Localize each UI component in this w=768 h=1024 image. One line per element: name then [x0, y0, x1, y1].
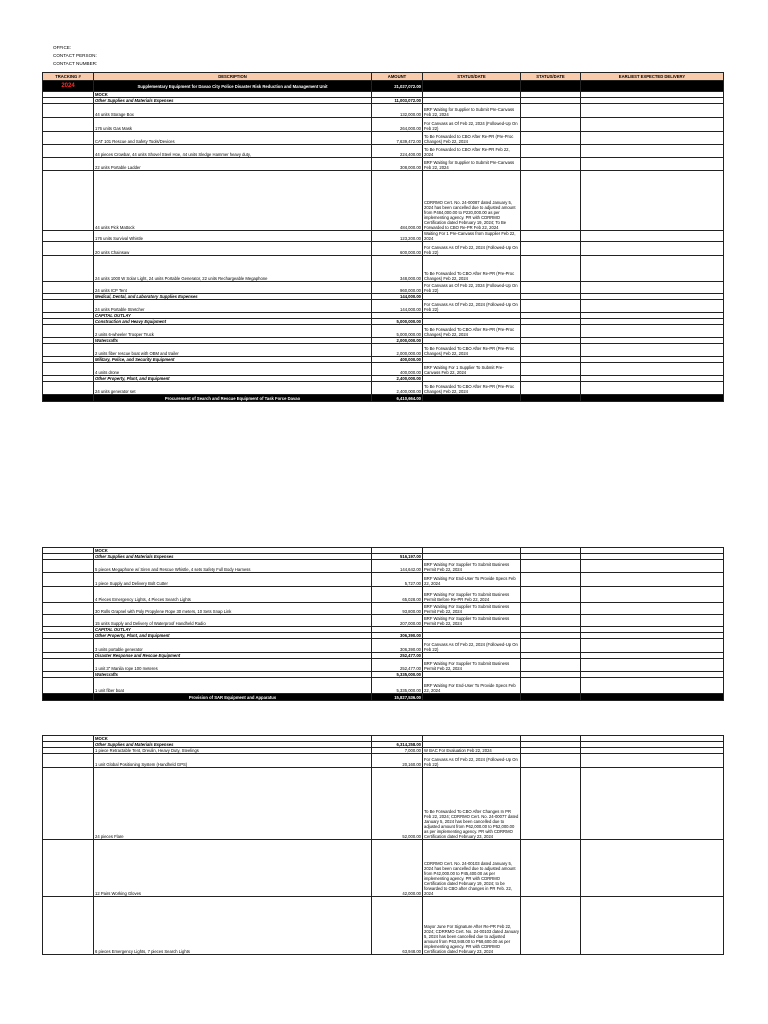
description-cell: 44 units Pick Mattock: [94, 171, 372, 231]
tracking-cell: [43, 587, 94, 603]
table-row: [43, 231, 724, 242]
tracking-cell: [43, 768, 94, 840]
earliest-delivery-cell: [581, 344, 724, 357]
description-cell: 176 units Gas Mask: [94, 118, 372, 132]
tracking-cell: [43, 560, 94, 573]
amount-cell: 132,000.00: [372, 104, 423, 118]
description-cell: Other Supplies and Materials Expenses: [94, 554, 372, 560]
status-cell: Mayor June For Signature After Re-PR Feb 22, 2024; CDRRMO Cert. No. 24-00103 dated January 5, 2024 has been cancelled due to adjusted amount from P63,948.00 to P58,600.00 as per implementing agency. PR with CDRRMO Certification dated February 23, 2024: [423, 897, 521, 955]
amount-cell: 65,028.00: [372, 587, 423, 603]
description-cell: 44 units Storage Box: [94, 104, 372, 118]
status-cell: To Be Forwarded To CBO After Changes In PR Feb 22, 2024; CDRRMO Cert. No. 24-00077 dated January 5, 2024 has been cancelled due to adjusted amount from P62,000.00 to P52,000.00 as per implementing agency. PR with CDRRMO Certification dated February 23, 2024: [423, 768, 521, 840]
status-cell: To Be Forwarded To CBO After Re-PR (Pre-Proc Changes) Feb 22, 2024: [423, 256, 521, 282]
description-cell: 3 units portable generator: [94, 639, 372, 653]
status-cell-2: [521, 256, 581, 282]
table-row: [43, 573, 724, 587]
earliest-delivery-cell: [581, 754, 724, 768]
amount-cell: 252,477.00: [372, 653, 423, 659]
tracking-cell: [43, 158, 94, 171]
amount-cell: 308,000.00: [372, 158, 423, 171]
tracking-cell: [43, 603, 94, 615]
table-row: [43, 615, 724, 627]
table-row: [43, 639, 724, 653]
status-cell-2: [521, 573, 581, 587]
status-cell: BRF Waiting For End-User To Provide Specs Feb 22, 2024: [423, 678, 521, 694]
amount-cell: 207,000.00: [372, 615, 423, 627]
tracking-cell: [43, 145, 94, 158]
earliest-delivery-cell: [581, 587, 724, 603]
table-row: [43, 118, 724, 132]
description-cell: Construction and Heavy Equipment: [94, 319, 372, 325]
status-cell-2: [521, 171, 581, 231]
description-cell: 24 units 1000 W Solar Light, 24 units Portable Generator, 22 units Rechargeable Megaphone: [94, 256, 372, 282]
description-cell: 12 Pairs Working Gloves: [94, 840, 372, 897]
status-cell-2: [521, 363, 581, 376]
table-row: [43, 171, 724, 231]
amount-cell: 348,000.00: [372, 256, 423, 282]
status-cell-2: [521, 300, 581, 313]
project-title-row: [43, 81, 724, 92]
amount-cell: 400,000.00: [372, 363, 423, 376]
tracking-cell: [43, 242, 94, 256]
status-cell-2: [521, 678, 581, 694]
description-cell: CAT 101 Rescue and Safety Tools/Devices: [94, 132, 372, 145]
status-cell-2: [521, 104, 581, 118]
earliest-delivery-cell: [581, 242, 724, 256]
description-cell: Disaster Response and Rescue Equipment: [94, 653, 372, 659]
description-cell: Medical, Dental, and Laboratory Supplies Expenses: [94, 294, 372, 300]
tracking-cell: [43, 300, 94, 313]
earliest-delivery-cell: [581, 256, 724, 282]
footer-title: Procurement of Search and Rescue Equipment of Task Force Davao: [94, 395, 372, 402]
earliest-delivery-cell: [581, 382, 724, 395]
tracking-cell: [43, 754, 94, 768]
column-header-row: [43, 73, 724, 81]
footer-amount: 6,410,664.00: [372, 395, 423, 402]
table-row: [43, 282, 724, 294]
earliest-delivery-cell: [581, 573, 724, 587]
footer-band-row: [43, 395, 724, 402]
table-row: [43, 242, 724, 256]
description-cell: 24 units generator set: [94, 382, 372, 395]
tracking-cell: [43, 132, 94, 145]
status-cell: To Be Forwarded To CBO After Re-PR (Pre-Proc Changes) Feb 22, 2024: [423, 325, 521, 338]
description-cell: CAPITAL OUTLAY: [94, 313, 372, 319]
earliest-delivery-cell: [581, 118, 724, 132]
table-row: [43, 659, 724, 672]
earliest-delivery-cell: [581, 158, 724, 171]
amount-cell: 93,800.00: [372, 603, 423, 615]
project-total: 21,027,072.00: [372, 81, 423, 92]
status-cell: BRF Waiting For Supplier To Submit Business Permit Feb 22, 2024: [423, 603, 521, 615]
table-row: [43, 344, 724, 357]
contact-number-label: CONTACT NUMBER:: [53, 61, 98, 66]
description-cell: 5 pieces Megaphone w/ Siren and Rescue Whistle, 4 sets Safety Full Body Harness: [94, 560, 372, 573]
status-cell-2: [521, 659, 581, 672]
description-cell: 24 units ICP Tent: [94, 282, 372, 294]
table-row: [43, 603, 724, 615]
status-cell: To Be Forwarded To CBO After Re-PR (Pre-Proc Changes) Feb 22, 2024: [423, 344, 521, 357]
tracking-cell: [43, 897, 94, 955]
description-cell: Other Supplies and Materials Expenses: [94, 98, 372, 104]
status-cell-2: [521, 282, 581, 294]
amount-cell: 7,000.00: [372, 748, 423, 754]
status-cell-2: [521, 768, 581, 840]
amount-cell: 5,335,000.00: [372, 672, 423, 678]
description-cell: CAPITAL OUTLAY: [94, 627, 372, 633]
amount-cell: 144,000.00: [372, 300, 423, 313]
tracking-cell: [43, 678, 94, 694]
status-cell-2: [521, 897, 581, 955]
description-cell: 4 Pieces Emergency Lights, 4 Pieces Search Lights: [94, 587, 372, 603]
description-cell: 24 pieces Flare: [94, 768, 372, 840]
status-cell: For Canvass As Of Feb 22, 2024 (Followed-Up On Feb 22): [423, 639, 521, 653]
description-cell: 4 units drone: [94, 363, 372, 376]
description-cell: MOCK: [94, 548, 372, 554]
table-row: [43, 325, 724, 338]
amount-cell: 20,160.00: [372, 754, 423, 768]
status-cell-2: [521, 603, 581, 615]
tracking-cell: [43, 639, 94, 653]
table-row: [43, 768, 724, 840]
earliest-delivery-cell: [581, 300, 724, 313]
description-cell: MOCK: [94, 92, 372, 98]
table-row: [43, 132, 724, 145]
tracking-cell: [43, 363, 94, 376]
amount-cell: 6,314,258.00: [372, 742, 423, 748]
status-cell: CDRRMO Cert. No. 24-00087 dated January 5, 2024 has been cancelled due to adjusted amount from P484,000.00 to P220,000.00 as per implementing agency. PR with CDRRMO Certification dated February 19, 2024; To Be Forwarded to CBO Re-PR Feb 22, 2024: [423, 171, 521, 231]
tracking-cell: [43, 840, 94, 897]
status-cell-2: [521, 325, 581, 338]
earliest-delivery-cell: [581, 897, 724, 955]
status-cell: For Canvass as Of Feb 22, 2024 (Followed-Up On Feb 22): [423, 282, 521, 294]
description-cell: 22 units Portable Ladder: [94, 158, 372, 171]
amount-cell: 144,000.00: [372, 294, 423, 300]
table-row: [43, 363, 724, 376]
description-cell: Other Supplies and Materials Expenses: [94, 742, 372, 748]
status-cell: BRF Waiting For Supplier To Submit Business Permit Feb 22, 2024: [423, 659, 521, 672]
status-cell-2: [521, 132, 581, 145]
status-cell-2: [521, 639, 581, 653]
amount-cell: 123,200.00: [372, 231, 423, 242]
status-cell-2: [521, 587, 581, 603]
table-row: [43, 256, 724, 282]
tracking-cell: [43, 573, 94, 587]
office-label: OFFICE:: [53, 45, 72, 50]
amount-cell: 2,000,000.00: [372, 338, 423, 344]
status-cell: W BAC For Evaluation Feb 22, 2024: [423, 748, 521, 754]
amount-cell: 5,000,000.00: [372, 325, 423, 338]
description-cell: 2 units 6-wheeler Trooper Truck: [94, 325, 372, 338]
tracking-cell: [43, 282, 94, 294]
earliest-delivery-cell: [581, 145, 724, 158]
project-title: Supplementary Equipment for Davao City Police Disaster Risk Reduction and Management Unit: [94, 81, 372, 92]
table-row: [43, 300, 724, 313]
amount-cell: 42,000.00: [372, 840, 423, 897]
amount-cell: 144,642.00: [372, 560, 423, 573]
status-cell: Waiting For 1 Pre-Canvass from Supplier Feb 22, 2024: [423, 231, 521, 242]
col-amount: AMOUNT: [372, 73, 423, 81]
status-cell: BRF Waiting For 1 Supplier To Submit Pre-Canvass Feb 22, 2024: [423, 363, 521, 376]
status-cell-2: [521, 242, 581, 256]
description-cell: 15 units Supply and Delivery of Waterproof Handheld Radio: [94, 615, 372, 627]
table-row: [43, 104, 724, 118]
amount-cell: 5,335,000.00: [372, 678, 423, 694]
table-row: [43, 754, 724, 768]
description-cell: 176 units Survival Whistle: [94, 231, 372, 242]
amount-cell: 516,197.00: [372, 554, 423, 560]
amount-cell: 2,000,000.00: [372, 344, 423, 357]
status-cell: To Be Forwarded to CBO After Re-PR (Pre-Proc Changes) Feb 22, 2024: [423, 132, 521, 145]
tracking-cell: [43, 118, 94, 132]
earliest-delivery-cell: [581, 104, 724, 118]
col-status-date: STATUS/DATE: [423, 73, 521, 81]
description-cell: 1 unit Global Positioning System (Handheld GPS): [94, 754, 372, 768]
status-cell-2: [521, 382, 581, 395]
status-cell: CDRRMO Cert. No. 24-00103 dated January 5, 2024 has been cancelled due to adjusted amount from P42,000.00 to P45,400.00 as per implementing agency. PR with CDRRMO Certification dated February 19, 2024; to be forwarded to CBO after changes in PR Feb. 22, 2024: [423, 840, 521, 897]
status-cell: To Be Forwarded to CBO After Re-PR Feb 22, 2024: [423, 145, 521, 158]
amount-cell: 2,400,000.00: [372, 382, 423, 395]
status-cell: BRF Waiting For End-User To Provide Specs Feb 22, 2024: [423, 573, 521, 587]
amount-cell: 11,003,072.00: [372, 98, 423, 104]
status-cell-2: [521, 118, 581, 132]
earliest-delivery-cell: [581, 363, 724, 376]
table-row: [43, 897, 724, 955]
description-cell: 24 units Portable Stretcher: [94, 300, 372, 313]
description-cell: 20 units Chainsaw: [94, 242, 372, 256]
description-cell: Other Property, Plant, and Equipment: [94, 376, 372, 382]
earliest-delivery-cell: [581, 325, 724, 338]
status-cell-2: [521, 145, 581, 158]
tracking-cell: [43, 382, 94, 395]
tracking-cell: [43, 231, 94, 242]
amount-cell: 264,000.00: [372, 118, 423, 132]
description-cell: 1 unit 3" Manila rope 100 meteres: [94, 659, 372, 672]
table-row: [43, 840, 724, 897]
status-cell: For Canvass As Of Feb 22, 2024 (Followed-Up On Feb 22): [423, 300, 521, 313]
earliest-delivery-cell: [581, 768, 724, 840]
amount-cell: 252,477.00: [372, 659, 423, 672]
description-cell: 1 piece Supply and Delivery Bolt Cutter: [94, 573, 372, 587]
table-row: [43, 158, 724, 171]
office-contact-block: [53, 44, 97, 68]
sar-band-title: Provision of SAR Equipment and Apparatus: [94, 694, 372, 701]
status-cell: To Be Forwarded To CBO After Re-PR (Pre-Proc Changes) Feb 22, 2024: [423, 382, 521, 395]
amount-cell: 52,000.00: [372, 768, 423, 840]
description-cell: 44 pieces Crowbar, 44 units Shovel Steel Hoe, 44 units Sledge Hammer heavy duty,: [94, 145, 372, 158]
sar-band-row: [43, 694, 724, 701]
table-row: [43, 382, 724, 395]
tracking-cell: [43, 256, 94, 282]
col-earliest-delivery: EARLIEST EXPECTED DELIVERY: [581, 73, 724, 81]
table-row: [43, 587, 724, 603]
status-cell: For Canvass as Of Feb 22, 2024 (Followed-Up On Feb 22): [423, 118, 521, 132]
amount-cell: 224,400.00: [372, 145, 423, 158]
earliest-delivery-cell: [581, 659, 724, 672]
description-cell: 2 units fiber rescue boat with OBM and trailer: [94, 344, 372, 357]
status-cell-2: [521, 754, 581, 768]
status-cell-2: [521, 615, 581, 627]
year-label: 2024: [61, 83, 75, 89]
status-cell: For Canvass As Of Feb 22, 2024 (Followed-Up On Feb 22): [423, 754, 521, 768]
amount-cell: 5,727.00: [372, 573, 423, 587]
description-cell: 1 piece Retractable Tent, Dreulin, Heavy Duty, Steelings: [94, 748, 372, 754]
equipment-table-1: [42, 72, 724, 402]
earliest-delivery-cell: [581, 560, 724, 573]
status-cell: BRF Waiting for Supplier to Submit Pre-Canvass Feb 22, 2024: [423, 158, 521, 171]
amount-cell: 63,948.00: [372, 897, 423, 955]
description-cell: MOCK: [94, 736, 372, 742]
contact-person-label: CONTACT PERSON:: [53, 53, 97, 58]
description-cell: Military, Police, and Security Equipment: [94, 357, 372, 363]
sar-band-amount: 15,827,536.00: [372, 694, 423, 701]
status-cell-2: [521, 231, 581, 242]
equipment-table-2: [42, 547, 724, 701]
earliest-delivery-cell: [581, 639, 724, 653]
status-cell: BRF Waiting For Supplier To Submit Business Permit Before Re-PR Feb 22, 2024: [423, 587, 521, 603]
tracking-cell: [43, 615, 94, 627]
earliest-delivery-cell: [581, 132, 724, 145]
amount-cell: 400,000.00: [372, 357, 423, 363]
status-cell: BRF Waiting For Supplier To Submit Business Permit Feb 22, 2024: [423, 560, 521, 573]
tracking-cell: [43, 104, 94, 118]
earliest-delivery-cell: [581, 231, 724, 242]
earliest-delivery-cell: [581, 282, 724, 294]
description-cell: 6 pieces Emergency Lights, 7 pieces Search Lights: [94, 897, 372, 955]
col-status-date-2: STATUS/DATE: [521, 73, 581, 81]
table-row: [43, 560, 724, 573]
amount-cell: 5,000,000.00: [372, 319, 423, 325]
earliest-delivery-cell: [581, 678, 724, 694]
amount-cell: 2,400,000.00: [372, 376, 423, 382]
tracking-cell: [43, 659, 94, 672]
tracking-cell: [43, 171, 94, 231]
status-cell-2: [521, 158, 581, 171]
col-description: DESCRIPTION: [94, 73, 372, 81]
tracking-cell: [43, 344, 94, 357]
col-tracking: TRACKING #: [43, 73, 94, 81]
amount-cell: 306,390.00: [372, 633, 423, 639]
status-cell-2: [521, 344, 581, 357]
table-row: [43, 145, 724, 158]
description-cell: 30 Rolls Grapnel with Poly Propylene Rope 30 meters, 10 Sets Snap Link: [94, 603, 372, 615]
status-cell-2: [521, 840, 581, 897]
table-row: [43, 678, 724, 694]
amount-cell: 306,390.00: [372, 639, 423, 653]
status-cell-2: [521, 560, 581, 573]
status-cell: BRF Waiting for Supplier to Submit Pre-Canvass Feb 22, 2024: [423, 104, 521, 118]
earliest-delivery-cell: [581, 603, 724, 615]
earliest-delivery-cell: [581, 840, 724, 897]
description-cell: Other Property, Plant, and Equipment: [94, 633, 372, 639]
amount-cell: 484,000.00: [372, 171, 423, 231]
amount-cell: 960,000.00: [372, 282, 423, 294]
description-cell: 1 unit fiber boat: [94, 678, 372, 694]
tracking-cell: [43, 325, 94, 338]
description-cell: Watercrafts: [94, 672, 372, 678]
equipment-table-3: [42, 735, 724, 955]
earliest-delivery-cell: [581, 615, 724, 627]
status-cell: BRF Waiting For Supplier To Submit Business Permit Feb 22, 2024: [423, 615, 521, 627]
amount-cell: 7,639,472.00: [372, 132, 423, 145]
amount-cell: 600,000.00: [372, 242, 423, 256]
earliest-delivery-cell: [581, 171, 724, 231]
description-cell: Watercrafts: [94, 338, 372, 344]
status-cell: For Canvass As Of Feb 22, 2024 (Followed-Up On Feb 22): [423, 242, 521, 256]
